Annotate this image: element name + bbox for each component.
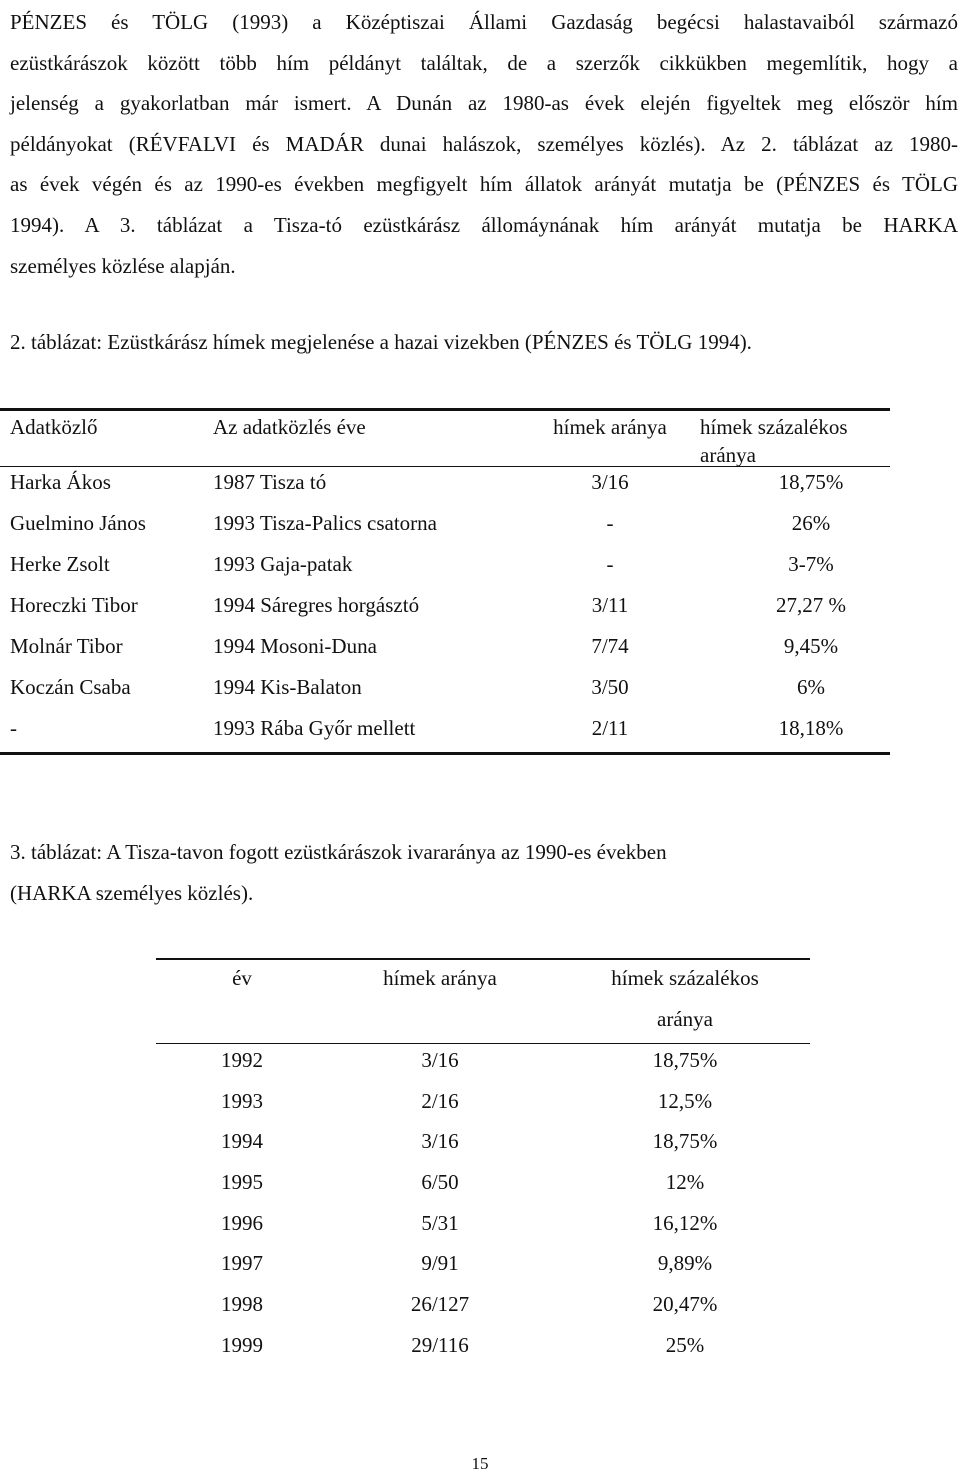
intro-paragraph	[10, 2, 958, 286]
table2-top-rule	[0, 408, 890, 411]
table-cell: 1993 Tisza-Palics csatorna	[213, 511, 437, 535]
table3-header-percent-line1: hímek százalékos	[611, 966, 759, 990]
paragraph-line: PÉNZES és TÖLG (1993) a Középtiszai Állami Gazdaság begécsi halastavaiból származó	[10, 10, 958, 34]
table3-header-percent-line2: aránya	[657, 1007, 713, 1031]
table-cell: 1994	[221, 1129, 263, 1153]
table-cell: 3/50	[591, 675, 629, 699]
table-cell: -	[606, 511, 614, 535]
table-cell: 1992	[221, 1048, 263, 1072]
paragraph-line: ezüstkárászok között több hím példányt találtak, de a szerzők cikkükben megemlítik, hogy a	[10, 50, 958, 75]
table-cell: 1996	[221, 1211, 263, 1235]
table3-header-rule	[156, 1043, 810, 1044]
table-cell: 3/16	[591, 470, 629, 494]
table-cell: 12,5%	[657, 1089, 713, 1113]
table-cell: 26%	[791, 511, 831, 535]
table2-header-adatkozlo: Adatközlő	[10, 415, 98, 439]
table-cell: 18,75%	[652, 1129, 718, 1153]
table2-bottom-rule	[0, 752, 890, 755]
table-cell: 1993	[221, 1089, 263, 1113]
table-cell: 2/16	[421, 1089, 459, 1113]
table-cell: 12%	[665, 1170, 705, 1194]
table-cell: 6%	[797, 675, 825, 699]
table-cell: Molnár Tibor	[10, 634, 123, 658]
table-cell: 25%	[665, 1333, 705, 1357]
table-cell: 2/11	[591, 716, 629, 740]
table-cell: 18,75%	[652, 1048, 718, 1072]
table-cell: 1995	[221, 1170, 263, 1194]
table3-header-year: év	[232, 966, 252, 990]
table-cell: 1998	[221, 1292, 263, 1316]
table-cell: Herke Zsolt	[10, 552, 110, 576]
table-cell: 5/31	[421, 1211, 459, 1235]
table-cell: 26/127	[410, 1292, 470, 1316]
table3-caption-line2: (HARKA személyes közlés).	[10, 880, 254, 905]
table2-header-percent	[700, 413, 848, 469]
table3-caption	[10, 832, 667, 913]
table2-header-ratio: hímek aránya	[553, 415, 667, 439]
table-cell: -	[606, 552, 614, 576]
paragraph-line: jelenség a gyakorlatban már ismert. A Dunán az 1980-as évek elején figyeltek meg először hím	[10, 91, 958, 116]
table3-caption-line1: 3. táblázat: A Tisza-tavon fogott ezüstkárászok ivararánya az 1990-es években	[10, 840, 667, 864]
table3-top-rule	[156, 958, 810, 960]
table-cell: 18,18%	[778, 716, 844, 740]
table-cell: 20,47%	[652, 1292, 718, 1316]
table-cell: 9/91	[421, 1251, 459, 1275]
table-cell: Guelmino János	[10, 511, 146, 535]
table-cell: 3/11	[591, 593, 629, 617]
table-cell: 29/116	[411, 1333, 469, 1357]
table-cell: 1997	[221, 1251, 263, 1275]
table2-header-percent-line1: hímek százalékos	[700, 415, 848, 439]
table-cell: 1994 Mosoni-Duna	[213, 634, 377, 658]
table-cell: -	[10, 716, 17, 740]
paragraph-line: személyes közlése alapján.	[10, 253, 236, 278]
table2-header-year: Az adatközlés éve	[213, 415, 366, 439]
table-cell: 1993 Gaja-patak	[213, 552, 353, 576]
table-cell: 3/16	[421, 1129, 459, 1153]
table-cell: Horeczki Tibor	[10, 593, 138, 617]
table-cell: Koczán Csaba	[10, 675, 131, 699]
table-cell: 1993 Rába Győr mellett	[213, 716, 416, 740]
table-cell: 1994 Sáregres horgásztó	[213, 593, 420, 617]
table-cell: 3/16	[421, 1048, 459, 1072]
table3-header-ratio: hímek aránya	[383, 966, 497, 990]
paragraph-line: as évek végén és az 1990-es években megfigyelt hím állatok arányát mutatja be (PÉNZES és TÖLG	[10, 172, 958, 197]
table-cell: 16,12%	[652, 1211, 718, 1235]
table-cell: 7/74	[591, 634, 629, 658]
table2-header-percent-line2: aránya	[700, 443, 756, 467]
table-cell: 9,45%	[783, 634, 839, 658]
table-cell: 1999	[221, 1333, 263, 1357]
page-number: 15	[471, 1454, 489, 1473]
table-cell: 18,75%	[778, 470, 844, 494]
table-cell: 1987 Tisza tó	[213, 470, 327, 494]
table2-caption: 2. táblázat: Ezüstkárász hímek megjelenése a hazai vizekben (PÉNZES és TÖLG 1994).	[10, 330, 752, 354]
table-cell: 3-7%	[788, 552, 834, 576]
paragraph-line: 1994). A 3. táblázat a Tisza-tó ezüstkárász állomáynának hím arányát mutatja be HARKA	[10, 212, 958, 237]
table-cell: 6/50	[421, 1170, 459, 1194]
table-cell: 27,27 %	[776, 593, 846, 617]
table-cell: 1994 Kis-Balaton	[213, 675, 362, 699]
table-cell: 9,89%	[657, 1251, 713, 1275]
paragraph-line: példányokat (RÉVFALVI és MADÁR dunai halászok, személyes közlés). Az 2. táblázat az 1980-	[10, 131, 958, 156]
table-cell: Harka Ákos	[10, 470, 111, 494]
